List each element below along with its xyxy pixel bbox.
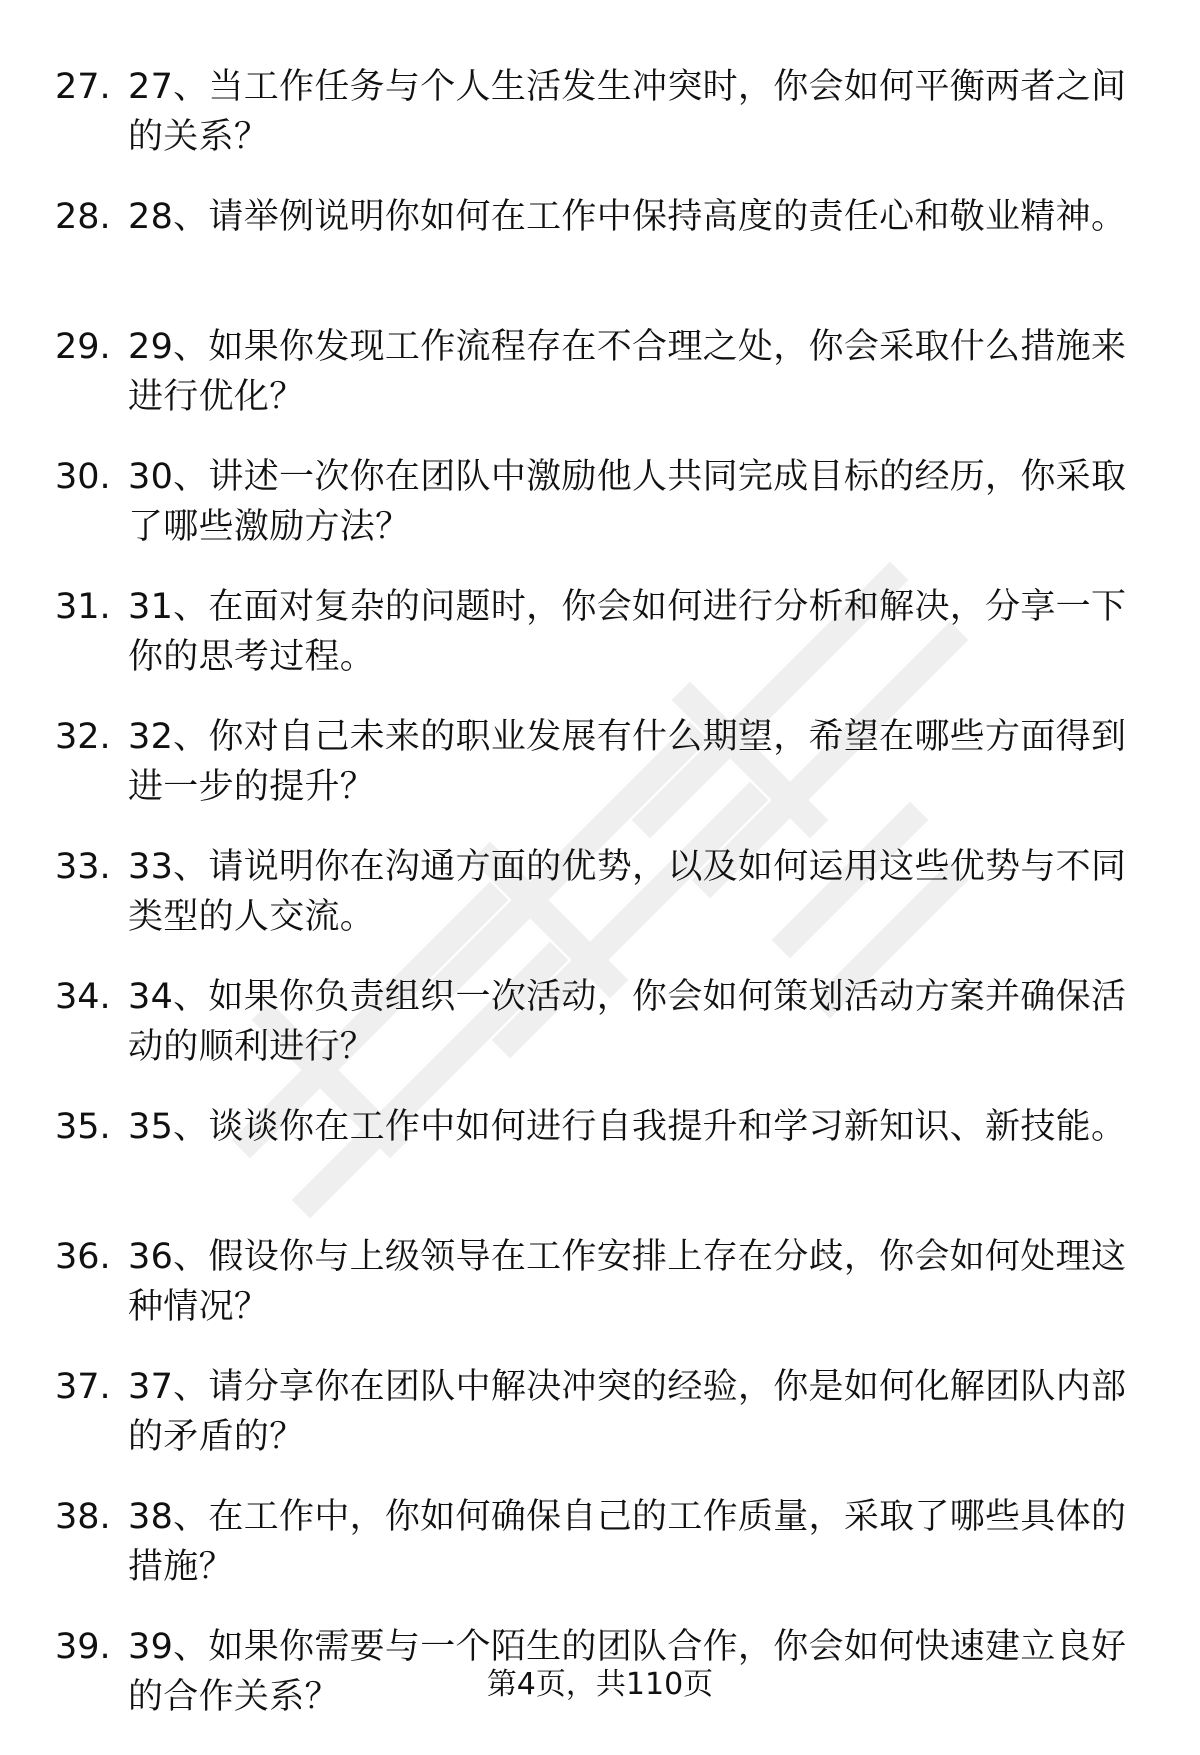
item-number: 30.: [55, 457, 111, 497]
item-number: 29.: [55, 327, 111, 367]
question-text: 30、讲述一次你在团队中激励他人共同完成目标的经历，你采取了哪些激励方法？: [128, 457, 1127, 547]
item-number: 32.: [55, 717, 111, 757]
question-text: 34、如果你负责组织一次活动，你会如何策划活动方案并确保活动的顺利进行？: [128, 977, 1127, 1067]
item-number: 34.: [55, 977, 111, 1017]
question-text: 35、谈谈你在工作中如何进行自我提升和学习新知识、新技能。: [128, 1107, 1127, 1147]
item-number: 36.: [55, 1237, 111, 1277]
question-text: 39、如果你需要与一个陌生的团队合作，你会如何快速建立良好的合作关系？: [128, 1627, 1127, 1717]
item-number: 33.: [55, 847, 111, 887]
item-number: 31.: [55, 587, 111, 627]
question-text: 36、假设你与上级领导在工作安排上存在分歧，你会如何处理这种情况？: [128, 1237, 1127, 1327]
question-text: 33、请说明你在沟通方面的优势，以及如何运用这些优势与不同类型的人交流。: [128, 847, 1127, 937]
question-text: 37、请分享你在团队中解决冲突的经验，你是如何化解团队内部的矛盾的？: [128, 1367, 1127, 1457]
item-number: 35.: [55, 1107, 111, 1147]
list-item: [0, 62, 1200, 192]
question-text: 28、请举例说明你如何在工作中保持高度的责任心和敬业精神。: [128, 197, 1127, 237]
list-item: [0, 1492, 1200, 1622]
list-item: [0, 842, 1200, 972]
list-item: [0, 1362, 1200, 1492]
item-number: 27.: [55, 67, 111, 107]
question-text: 29、如果你发现工作流程存在不合理之处，你会采取什么措施来进行优化？: [128, 327, 1127, 417]
list-item: [0, 972, 1200, 1102]
list-item: [0, 1102, 1200, 1232]
page-footer: 第4页，共110页: [486, 1667, 714, 1702]
question-text: 27、当工作任务与个人生活发生冲突时，你会如何平衡两者之间的关系？: [128, 67, 1127, 157]
question-text: 38、在工作中，你如何确保自己的工作质量，采取了哪些具体的措施？: [128, 1497, 1127, 1587]
item-number: 38.: [55, 1497, 111, 1537]
list-item: [0, 192, 1200, 322]
list-item: [0, 452, 1200, 582]
list-item: [0, 1232, 1200, 1362]
question-text: 31、在面对复杂的问题时，你会如何进行分析和解决，分享一下你的思考过程。: [128, 587, 1127, 677]
list-item: [0, 322, 1200, 452]
item-number: 39.: [55, 1627, 111, 1667]
question-text: 32、你对自己未来的职业发展有什么期望，希望在哪些方面得到进一步的提升？: [128, 717, 1127, 807]
item-number: 28.: [55, 197, 111, 237]
list-item: [0, 582, 1200, 712]
item-number: 37.: [55, 1367, 111, 1407]
list-item: [0, 712, 1200, 842]
question-list: [0, 62, 1200, 1752]
